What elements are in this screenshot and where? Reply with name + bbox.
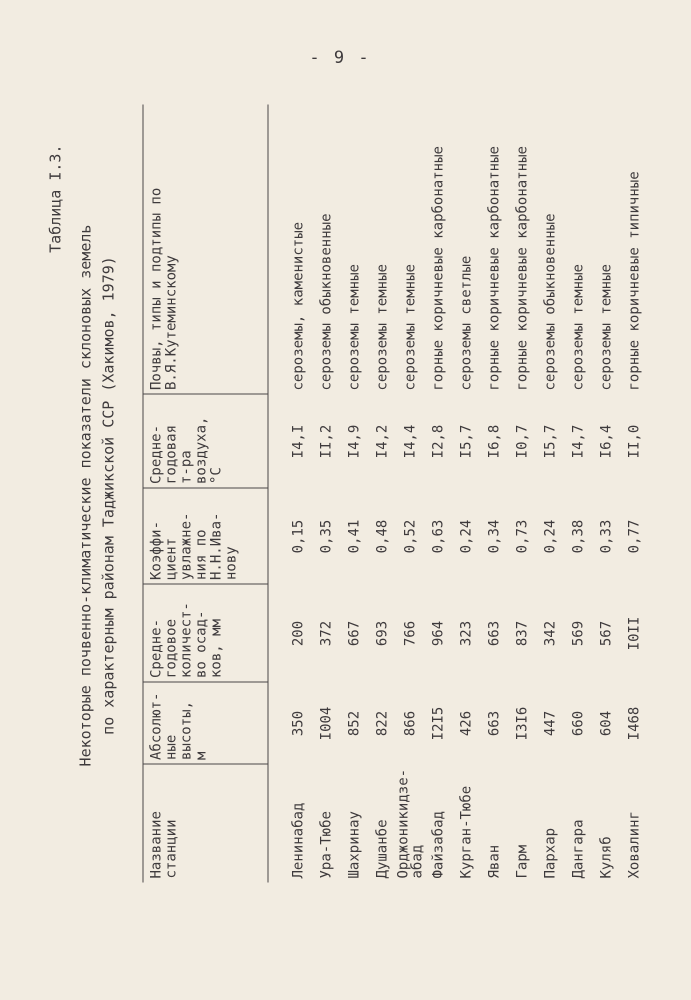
soil-type-cell: сероземы темные [346,264,363,391]
soil-type-cell: горные коричневые карбонатные [486,146,503,391]
table-row [268,105,313,883]
column-header-line: ные [163,734,180,760]
column-header-line: ков, мм [208,618,225,678]
station-name-cell: Душанбе [374,819,391,879]
value-cell: 200 [290,620,307,647]
value-cell: I4,2 [374,424,391,459]
column-header-line: станции [163,819,180,879]
value-cell: I4,I [290,424,307,459]
column-header-line: Название [148,811,165,879]
value-cell: 0,41 [346,519,363,554]
soil-type-cell: горные коричневые карбонатные [514,146,531,391]
value-cell: 660 [570,710,587,737]
column-header-line: воздуха, [193,416,210,484]
value-cell: 567 [598,620,615,647]
value-cell: 0,15 [290,519,307,554]
station-name-cell: Дангара [570,819,587,879]
table-row [565,105,593,883]
station-name-cell: Файзабад [430,811,447,879]
value-cell: I2,8 [430,424,447,459]
value-cell: 447 [542,710,559,737]
column-header [143,585,268,683]
soil-type-cell: сероземы темные [570,264,587,391]
table-row [481,105,509,883]
value-cell: 604 [598,710,615,737]
column-header-line: количест- [178,602,195,678]
soil-type-cell: сероземы темные [402,264,419,391]
value-cell: 663 [486,710,503,737]
value-cell: I468 [626,706,643,741]
table-header-row [143,105,268,883]
value-cell: 0,52 [402,519,419,554]
column-header-line: В.Я.Кутеминскому [163,255,180,390]
value-cell: 0,35 [318,519,335,554]
soil-type-cell: сероземы, каменистые [290,221,307,391]
station-name-cell: Ленинабад [290,802,307,879]
column-header-line: ния по [193,529,210,580]
column-header-line: Средне- [148,424,165,484]
column-header [143,105,268,395]
table-row [453,105,481,883]
value-cell: 569 [570,620,587,647]
table-label: Таблица I.3. [46,144,65,253]
column-header-line: циент [163,537,180,580]
value-cell: 866 [402,710,419,737]
station-name-cell: Яван [486,844,503,879]
station-name-cell: Ура-Тюбе [318,811,335,879]
soil-type-cell: сероземы темные [374,264,391,391]
value-cell: 0,63 [430,519,447,554]
value-cell: 0,38 [570,519,587,554]
column-header-line: м [193,751,210,760]
station-name-cell: Шахринау [346,811,363,879]
value-cell: I4,7 [570,424,587,459]
value-cell: I5,7 [458,424,475,459]
value-cell: 667 [346,620,363,647]
column-header-line: Средне- [148,618,165,678]
column-header [143,765,268,883]
value-cell: I3I6 [514,706,531,741]
table-row [341,105,369,883]
table-row [313,105,341,883]
column-header [143,683,268,765]
value-cell: I0II [626,616,643,651]
value-cell: I0,7 [514,424,531,459]
soil-type-cell: сероземы обыкновенные [318,213,335,391]
station-name-cell: Гарм [514,844,531,879]
column-header-line: годовая [163,424,180,484]
value-cell: I6,4 [598,424,615,459]
column-header-line: высоты, [178,700,195,760]
soil-climate-table [143,105,649,883]
value-cell: I2I5 [430,706,447,741]
value-cell: 0,34 [486,519,503,554]
table-title-line-1: Некоторые почвенно-климатические показатели склоновых земель [76,224,95,767]
column-header [143,489,268,585]
value-cell: 0,24 [542,519,559,554]
soil-type-cell: сероземы темные [598,264,615,391]
value-cell: 372 [318,620,335,647]
value-cell: 426 [458,710,475,737]
column-header-line: °С [208,467,225,484]
value-cell: 766 [402,620,419,647]
value-cell: I5,7 [542,424,559,459]
value-cell: 323 [458,620,475,647]
table-title-line-2: по характерным районам Таджикской ССР (Хакимов, 1979) [99,256,118,735]
table-row [537,105,565,883]
value-cell: 0,48 [374,519,391,554]
value-cell: I6,8 [486,424,503,459]
page-number: - 9 - [309,48,371,68]
column-header-line: Почвы, типы и подтипы по [148,187,165,390]
value-cell: 0,33 [598,519,615,554]
soil-type-cell: горные коричневые типичные [626,171,643,391]
value-cell: 342 [542,620,559,647]
value-cell: I4,4 [402,424,419,459]
value-cell: 663 [486,620,503,647]
value-cell: 964 [430,620,447,647]
column-header-line: годовое [163,618,180,678]
rotated-table-block [46,105,643,887]
column-header-line: Н.Н.Ива- [208,512,225,580]
value-cell: II,0 [626,424,643,459]
table-body [268,105,649,883]
column-header-line: т-ра [178,450,195,484]
station-name-cell: Куляб [598,836,615,879]
column-header-line: Абсолют- [148,692,165,760]
value-cell: 350 [290,710,307,737]
station-name-cell: Ховалинг [626,811,643,879]
column-header [143,395,268,489]
station-name-cell: Курган-Тюбе [458,785,475,879]
soil-type-cell: сероземы светлые [458,255,475,391]
value-cell: 837 [514,620,531,647]
value-cell: 822 [374,710,391,737]
column-header-line: увлажне- [178,512,195,580]
table-row [397,105,425,883]
value-cell: I004 [318,706,335,741]
table-row [509,105,537,883]
value-cell: 0,24 [458,519,475,554]
value-cell: 693 [374,620,391,647]
value-cell: II,2 [318,424,335,459]
value-cell: 0,73 [514,519,531,554]
table-row [369,105,397,883]
column-header-line: Коэффи- [148,520,165,580]
column-header-line: нову [223,546,240,580]
value-cell: I4,9 [346,424,363,459]
value-cell: 852 [346,710,363,737]
table-row [593,105,621,883]
station-name-cell: Орджоникидзе-абад [395,768,426,879]
soil-type-cell: горные коричневые карбонатные [430,146,447,391]
table-row [425,105,453,883]
value-cell: 0,77 [626,519,643,554]
soil-type-cell: сероземы обыкновенные [542,213,559,391]
table-row [621,105,649,883]
column-header-line: во осад- [193,610,210,678]
station-name-cell: Пархар [542,827,559,879]
